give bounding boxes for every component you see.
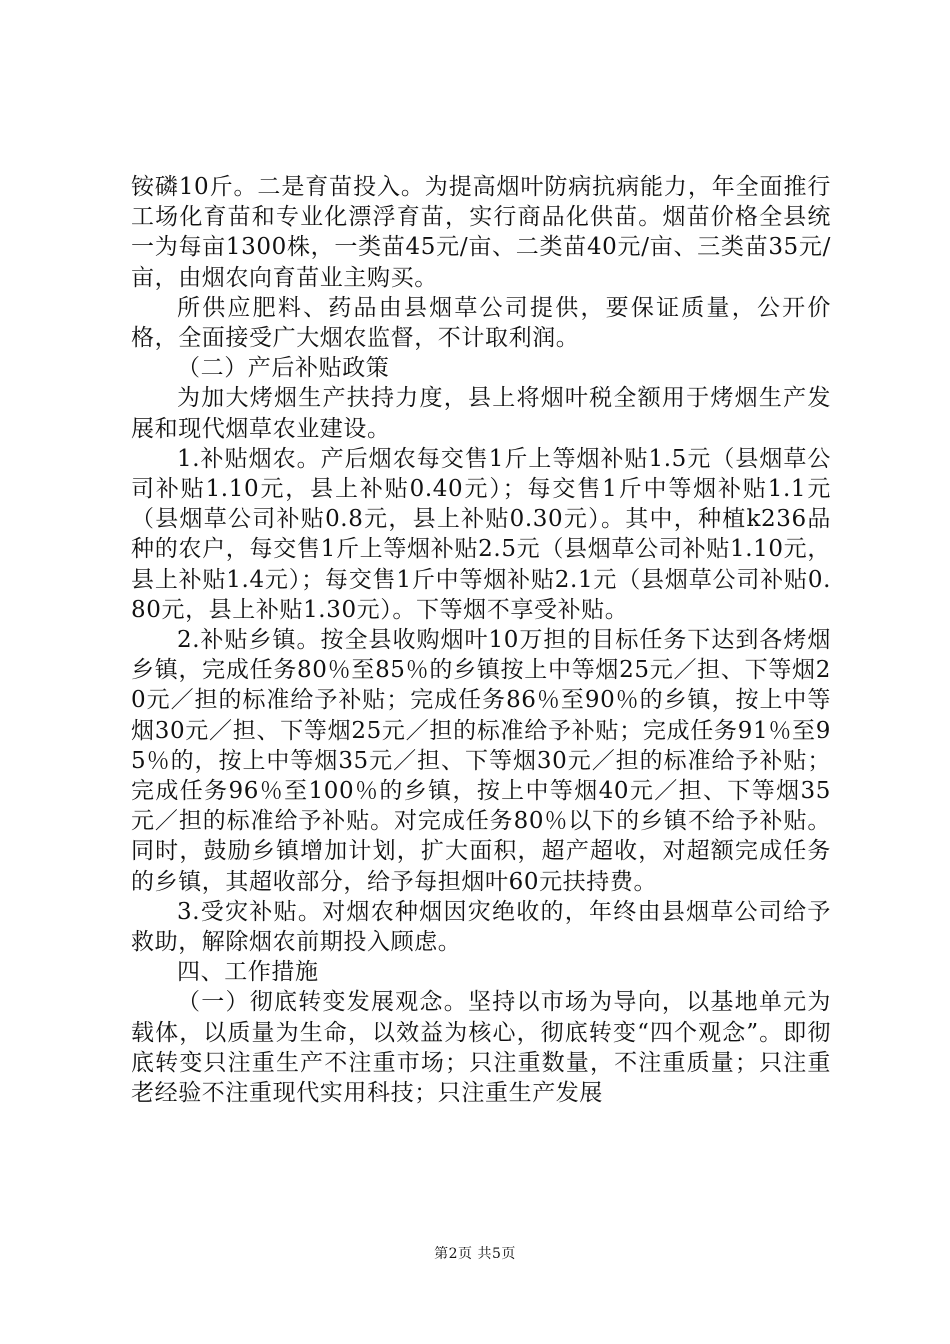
section-heading-work-measures: 四、工作措施 (177, 959, 319, 986)
paragraph-farmer-subsidy: 1.补贴烟农。产后烟农每交售1斤上等烟补贴1.5元（县烟草公司补贴1.10元，县上补贴0.40元）；每交售1斤中等烟补贴1.1元（县烟草公司补贴0.8元，县上补贴0.30元）。其中，种植k236品种的农户，每交售1斤上等烟补贴2.5元（县烟草公司补贴1.10元，县上补贴1.4元）；每交售1斤中等烟补贴2.1元（县烟草公司补贴0.80元，县上补贴1.30元）。下等烟不享受补贴。 (131, 445, 831, 623)
paragraph-seedling-investment: 铵磷10斤。二是育苗投入。为提高烟叶防病抗病能力，年全面推行工场化育苗和专业化漂浮育苗，实行商品化供苗。烟苗价格全县统一为每亩1300株，一类苗45元/亩、二类苗40元/亩、三类苗35元/亩，由烟农向育苗业主购买。 (131, 174, 831, 291)
paragraph-tobacco-tax-usage: 为加大烤烟生产扶持力度，县上将烟叶税全额用于烤烟生产发展和现代烟草农业建设。 (131, 385, 831, 442)
document-body (131, 172, 831, 1108)
section-heading-post-harvest-subsidy: （二）产后补贴政策 (177, 355, 390, 382)
paragraph-change-concepts: （一）彻底转变发展观念。坚持以市场为导向，以基地单元为载体，以质量为生命，以效益为核心，彻底转变“四个观念”。即彻底转变只注重生产不注重市场；只注重数量，不注重质量；只注重老经验不注重现代实用科技；只注重生产发展 (131, 989, 831, 1107)
page-number-footer: 第2页 共5页 (434, 1246, 516, 1262)
paragraph-fertilizer-supply: 所供应肥料、药品由县烟草公司提供，要保证质量，公开价格，全面接受广大烟农监督，不计取利润。 (131, 294, 831, 352)
paragraph-disaster-subsidy: 3.受灾补贴。对烟农种烟因灾绝收的，年终由县烟草公司给予救助，解除烟农前期投入顾虑。 (131, 898, 831, 956)
paragraph-township-subsidy: 2.补贴乡镇。按全县收购烟叶10万担的目标任务下达到各烤烟乡镇，完成任务80％至85％的乡镇按上中等烟25元／担、下等烟20元／担的标准给予补贴；完成任务86％至90％的乡镇，按上中等烟30元／担、下等烟25元／担的标准给予补贴；完成任务91％至95％的，按上中等烟35元／担、下等烟30元／担的标准给予补贴；完成任务96％至100％的乡镇，按上中等烟40元／担、下等烟35元／担的标准给予补贴。对完成任务80％以下的乡镇不给予补贴。同时，鼓励乡镇增加计划，扩大面积，超产超收，对超额完成任务的乡镇，其超收部分，给予每担烟叶60元扶持费。 (131, 627, 831, 895)
